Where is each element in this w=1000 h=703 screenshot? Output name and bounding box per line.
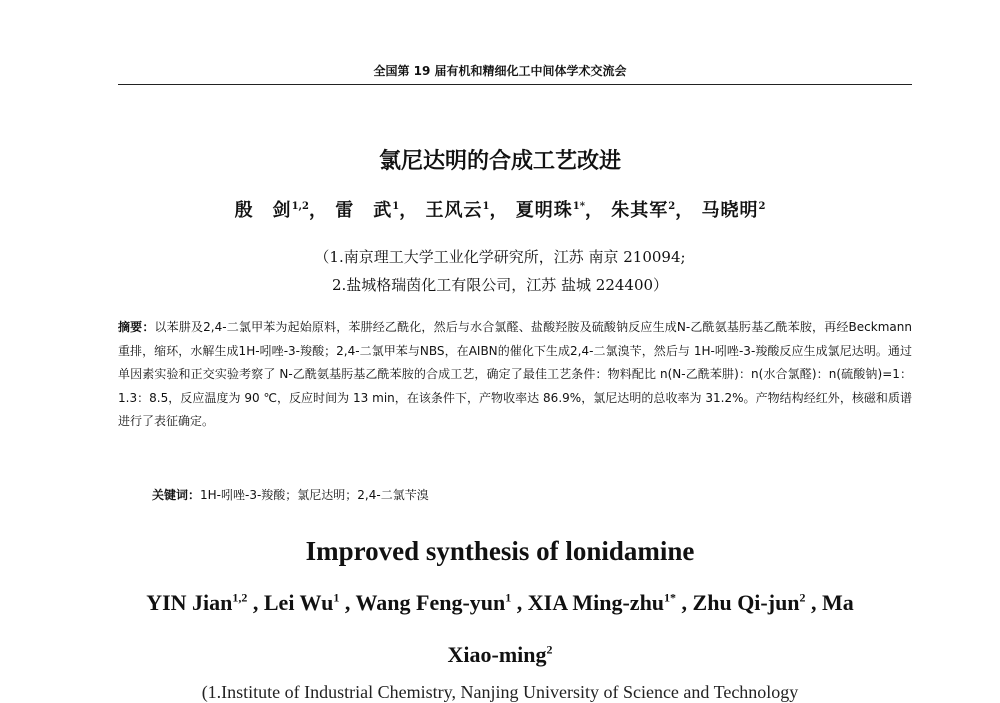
author-cn: 殷 剑 <box>234 200 292 221</box>
author-cn-affil: 2 <box>758 201 766 212</box>
author-en-affil: 2 <box>799 590 806 605</box>
author-separator: ， <box>399 200 419 221</box>
author-cn: 马晓明 <box>701 200 759 221</box>
affiliation-en-partial: (1.Institute of Industrial Chemistry, Nanjing University of Science and Technology <box>201 682 799 702</box>
author-separator: , <box>247 590 264 615</box>
author-cn-affil: 1* <box>572 201 585 212</box>
author-separator: ， <box>308 200 328 221</box>
authors-en <box>0 590 1000 616</box>
author-separator: ， <box>584 200 604 221</box>
author-en: Lei Wu <box>263 590 334 615</box>
author-separator: , <box>511 590 528 615</box>
author-en: Wang Feng-yun <box>355 590 506 615</box>
paper-title-cn: 氯尼达明的合成工艺改进 <box>378 149 621 174</box>
author-separator: ， <box>675 200 695 221</box>
affiliation-line-1: （1.南京理工大学工业化学研究所，江苏 南京 210094; <box>314 248 686 266</box>
abstract-text: 以苯肼及2,4-二氯甲苯为起始原料，苯肼经乙酰化，然后与水合氯醛、盐酸羟胺及硫酸钠反应生成N-乙酰氨基肟基乙酰苯胺，再经Beckmann重排，缩环，水解生成1H-吲唑-3-羧酸；2,4-二氯甲苯与NBS，在AIBN的催化下生成2,4-二氯溴苄，然后与 1H-吲唑-3-羧酸反应生成氯尼达明。通过单因素实验和正交实验考察了 N-乙酰氨基肟基乙酰苯胺的合成工艺，确定了最佳工艺条件：物料配比 n(N-乙酰苯肼)：n(水合氯醛)：n(硫酸钠)=1：1.3：8.5，反应温度为 90 ℃，反应时间为 13 min，在该条件下，产物收率达 86.9%，氯尼达明的总收率为 31.2%。产物结构经红外，核磁和质谱进行了表征确定。 <box>118 320 912 428</box>
author-cn-affil: 1 <box>392 201 400 212</box>
author-separator: , <box>676 590 693 615</box>
author-separator: , <box>805 590 823 615</box>
author-cn-affil: 2 <box>668 201 676 212</box>
author-cn: 夏明珠 <box>515 200 573 221</box>
abstract <box>118 316 912 434</box>
authors-cn <box>0 196 1000 222</box>
author-en-affil: 2 <box>546 642 553 657</box>
author-en: XIA Ming-zhu <box>527 590 665 615</box>
abstract-label: 摘要： <box>118 320 155 334</box>
author-en-affil: 1* <box>664 590 677 605</box>
author-cn-affil: 1,2 <box>291 201 309 212</box>
author-separator: ， <box>489 200 509 221</box>
author-cn-affil: 1 <box>482 201 490 212</box>
author-en: YIN Jian <box>146 590 233 615</box>
author-cn: 雷 武 <box>335 200 393 221</box>
running-header: 全国第 19 届有机和精细化工中间体学术交流会 <box>373 64 627 78</box>
author-en-affil: 1 <box>505 590 512 605</box>
author-cn: 朱其军 <box>611 200 669 221</box>
affiliation-line-2: 2.盐城格瑞茵化工有限公司，江苏 盐城 224400） <box>331 276 669 294</box>
keywords-label: 关键词： <box>152 488 201 502</box>
authors-en-line-2 <box>0 642 1000 668</box>
keywords-text: 1H-吲唑-3-羧酸；氯尼达明；2,4-二氯苄溴 <box>200 488 429 502</box>
author-cn: 王风云 <box>425 200 483 221</box>
author-en: Ma <box>822 590 854 615</box>
author-separator: , <box>339 590 356 615</box>
author-en: Xiao-ming <box>447 642 547 667</box>
author-en: Zhu Qi-jun <box>692 590 800 615</box>
header-rule <box>118 84 912 85</box>
author-en-affil: 1 <box>333 590 340 605</box>
paper-title-en: Improved synthesis of lonidamine <box>305 536 695 566</box>
keywords <box>152 486 912 503</box>
author-en-affil: 1,2 <box>232 590 248 605</box>
